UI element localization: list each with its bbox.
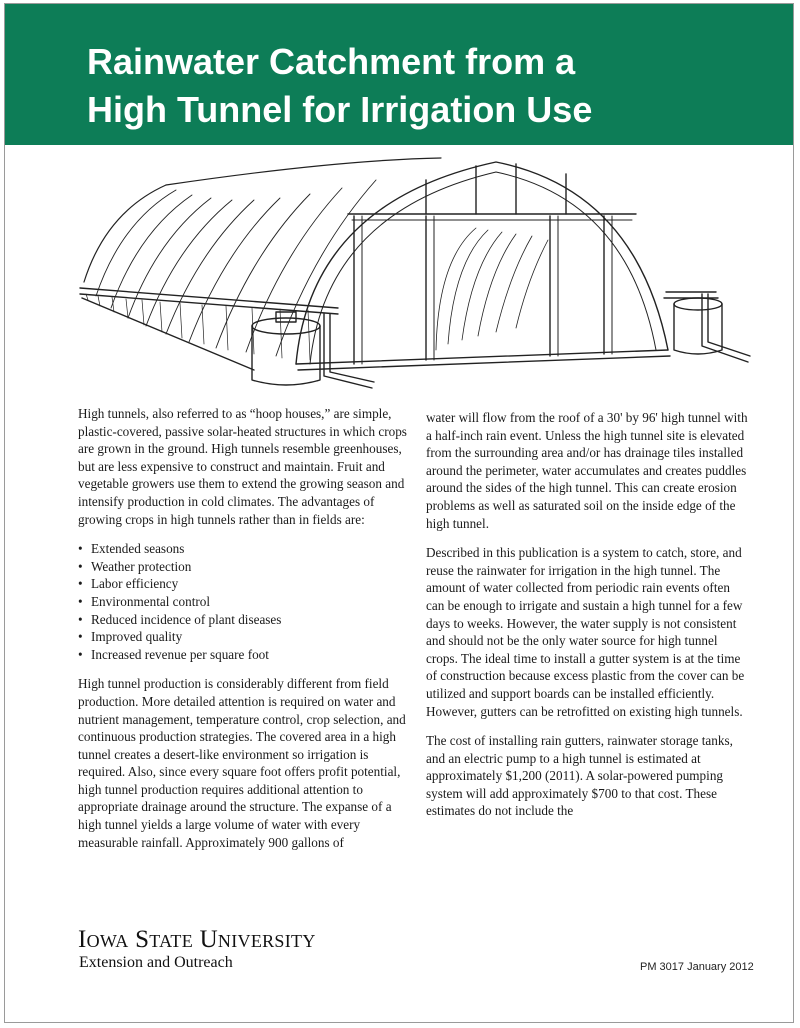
list-item: • Environmental control xyxy=(78,593,408,611)
production-paragraph: High tunnel production is considerably different from field production. More detailed attention is required on water and nutrient management, temperature control, crop selection, and continuous production strategies. The covered area in a high tunnel creates a desert-like environment so irrigation is required. Also, since every square foot offers profit potential, high tunnel production requires additional attention to appropriate drainage around the structure. The expanse of a high tunnel yields a large volume of water with every measurable rainfall. Approximately 900 gallons of xyxy=(78,676,406,850)
cost-paragraph: The cost of installing rain gutters, rainwater storage tanks, and an electric pump to a high tunnel is estimated at approximately $1,200 (2011). A solar-powered pumping system will add approximately $700 to that cost. These estimates do not include the xyxy=(426,733,733,819)
page-title xyxy=(87,38,787,134)
high-tunnel-greenhouse-icon xyxy=(76,150,756,400)
list-item: • Extended seasons xyxy=(78,540,408,558)
title-line-1: Rainwater Catchment from a xyxy=(87,41,576,82)
list-item: • Improved quality xyxy=(78,628,408,646)
list-item: • Labor efficiency xyxy=(78,575,408,593)
title-banner xyxy=(5,4,793,145)
list-item: • Increased revenue per square foot xyxy=(78,646,408,664)
list-item: • Weather protection xyxy=(78,558,408,576)
right-column xyxy=(426,409,750,832)
system-paragraph: Described in this publication is a system to catch, store, and reuse the rainwater for irrigation in the high tunnel. The amount of water collected from periodic rain events often can be enough to irrigate and sustain a high tunnel for a few days to weeks. However, the water supply is not consistent and should not be the only water source for high tunnel crops. The ideal time to install a gutter system is at the time of construction because excess plastic from the cover can be utilized and support boards can be installed efficiently. However, gutters can be retrofitted on existing high tunnels. xyxy=(426,545,745,719)
title-line-2: High Tunnel for Irrigation Use xyxy=(87,89,593,130)
list-item: • Reduced incidence of plant diseases xyxy=(78,611,408,629)
water-flow-paragraph: water will flow from the roof of a 30' by 96' high tunnel with a half-inch rain event. Unless the high tunnel site is elevated from the surrounding area and/or has drainage tiles installed around the perimeter, water accumulates and creates puddles around the sides of the high tunnel. This can create erosion problems as well as saturated soil on the inside edge of the high tunnel. xyxy=(426,410,748,531)
publication-id: PM 3017 January 2012 xyxy=(640,961,754,973)
university-wordmark: Iowa State University xyxy=(78,926,316,953)
extension-label: Extension and Outreach xyxy=(79,954,233,971)
left-column xyxy=(78,405,408,863)
advantages-list xyxy=(78,540,408,663)
intro-paragraph: High tunnels, also referred to as “hoop houses,” are simple, plastic-covered, passive solar-heated structures in which crops are grown in the ground. High tunnels resemble greenhouses, but are less expensive to construct and maintain. Fruit and vegetable growers use them to extend the growing season and intensify production in cold climates. The advantages of growing crops in high tunnels rather than in fields are: xyxy=(78,406,407,527)
